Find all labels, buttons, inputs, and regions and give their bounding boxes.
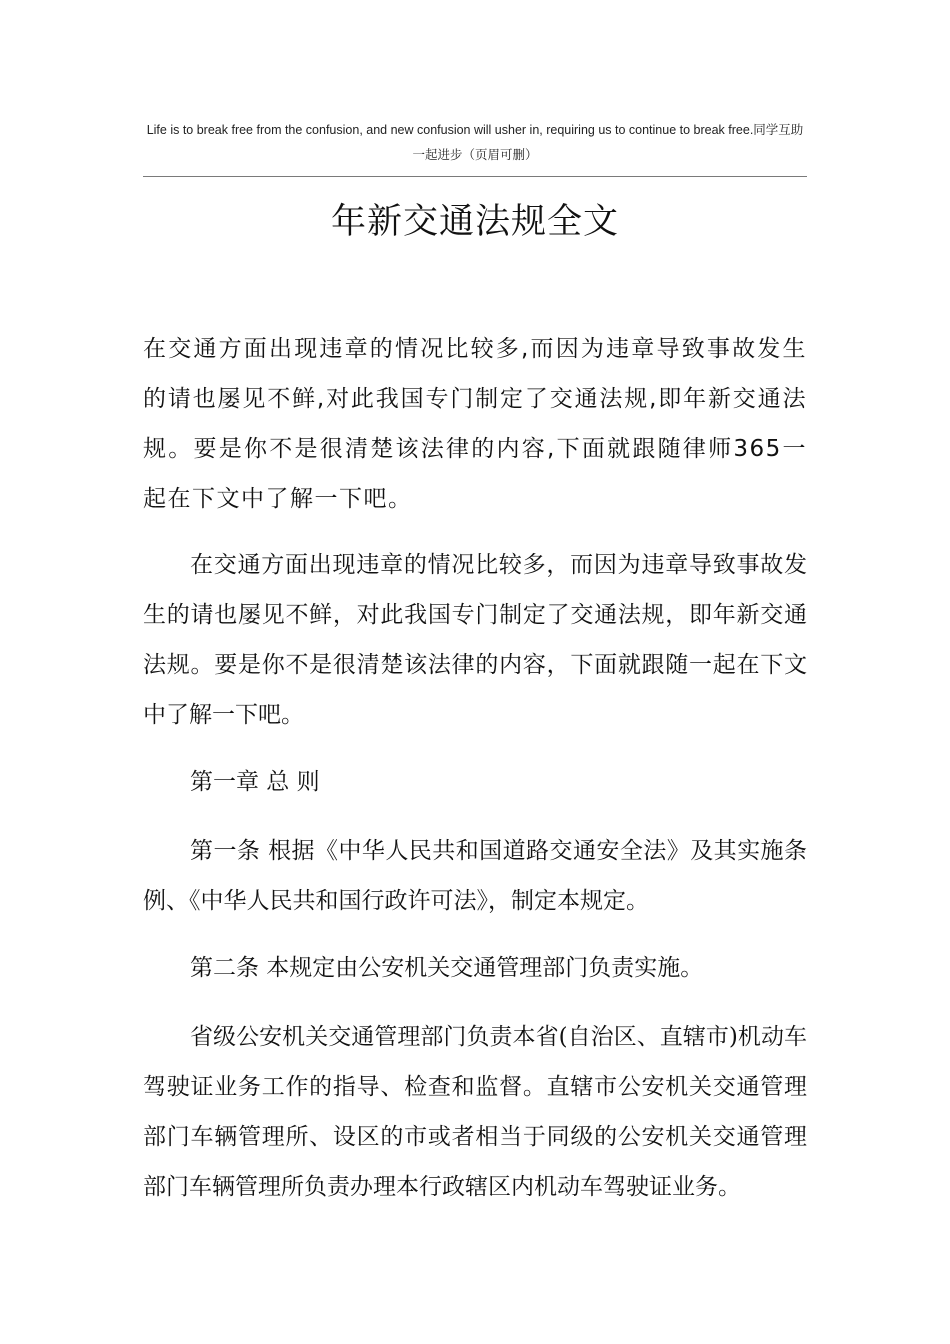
body-paragraph: 省级公安机关交通管理部门负责本省(自治区、直辖市)机动车驾驶证业务工作的指导、检查和监督。直辖市公安机关交通管理部门车辆管理所、设区的市或者相当于同级的公安机关交通管理部门车辆管理所负责办理本行政辖区内机动车驾驶证业务。 [143, 1024, 807, 1200]
body-paragraph: 在交通方面出现违章的情况比较多，而因为违章导致事故发生的请也屡见不鲜，对此我国专门制定了交通法规，即年新交通法规。要是你不是很清楚该法律的内容，下面就跟随一起在下文中了解一下吧。 [143, 552, 807, 728]
document-title: 年新交通法规全文 [330, 202, 619, 242]
header-divider [143, 176, 807, 177]
page-header: Life is to break free from the confusion, and new confusion will usher in, requiring us to continue to break free.同学互助 一起进步（页眉可删） [146, 123, 816, 162]
article-paragraph: 第一条 根据《中华人民共和国道路交通安全法》及其实施条例、《中华人民共和国行政许可法》，制定本规定。 [143, 838, 807, 914]
article-paragraph: 第二条 本规定由公安机关交通管理部门负责实施。 [190, 955, 704, 981]
chapter-heading: 第一章 总 则 [190, 769, 320, 795]
intro-paragraph: 在交通方面出现违章的情况比较多,而因为违章导致事故发生的请也屡见不鲜,对此我国专门制定了交通法规,即年新交通法规。要是你不是很清楚该法律的内容,下面就跟随律师365一起在下文中了解一下吧。 [143, 336, 807, 512]
